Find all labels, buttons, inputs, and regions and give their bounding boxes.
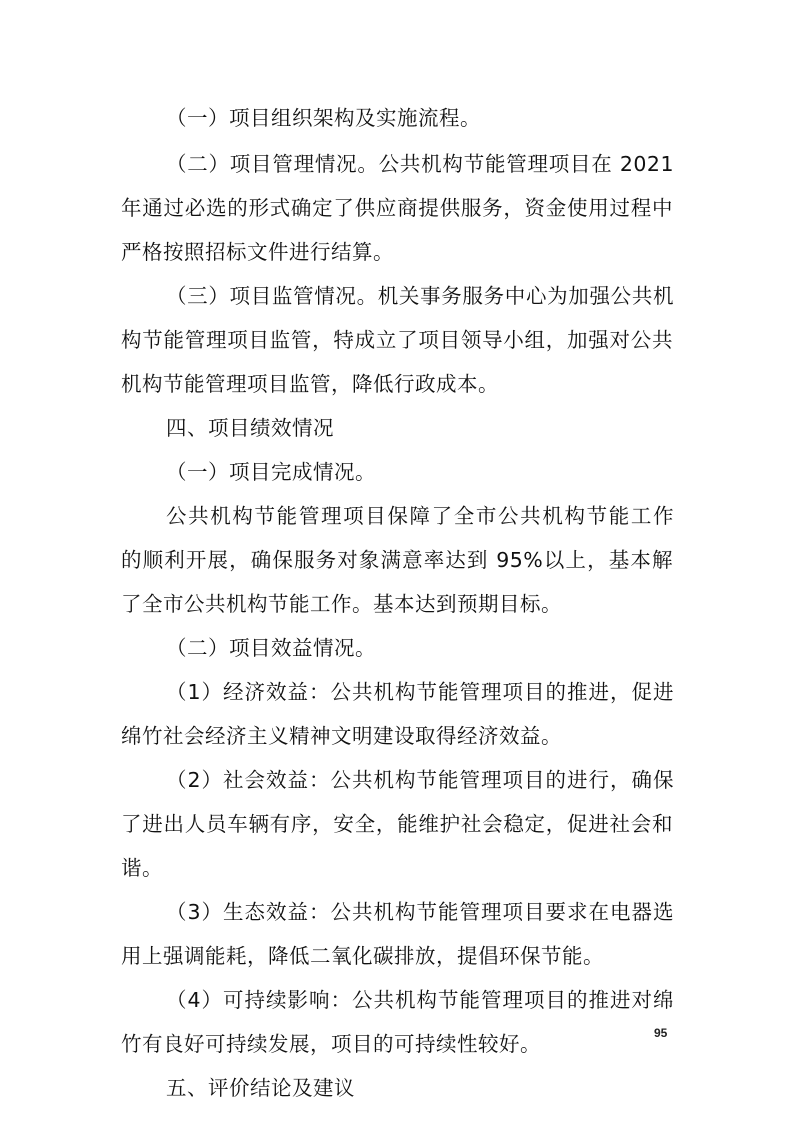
paragraph-line: 机构节能管理项目监管，降低行政成本。 (121, 372, 499, 396)
paragraph-line: 严格按照招标文件进行结算。 (121, 240, 394, 264)
paragraph-line: 构节能管理项目监管，特成立了项目领导小组，加强对公共 (121, 328, 673, 352)
paragraph-line: 绵竹社会经济主义精神文明建设取得经济效益。 (121, 724, 562, 748)
paragraph-line: （三）项目监管情况。机关事务服务中心为加强公共机 (166, 284, 674, 308)
section-heading: 五、评价结论及建议 (166, 1076, 355, 1100)
page-number: 95 (654, 1026, 668, 1040)
paragraph-line: 用上强调能耗，降低二氧化碳排放，提倡环保节能。 (121, 944, 604, 968)
paragraph-line: （4）可持续影响：公共机构节能管理项目的推进对绵 (166, 988, 674, 1012)
paragraph-line: 了全市公共机构节能工作。基本达到预期目标。 (121, 592, 562, 616)
paragraph-line: （一）项目组织架构及实施流程。 (166, 106, 481, 130)
paragraph-line: 了进出人员车辆有序，安全，能维护社会稳定，促进社会和 (121, 812, 673, 836)
paragraph-line: 谐。 (121, 856, 163, 880)
paragraph-line: 竹有良好可持续发展，项目的可持续性较好。 (121, 1032, 541, 1056)
paragraph-line: （2）社会效益：公共机构节能管理项目的进行，确保 (166, 768, 674, 792)
paragraph-line: （1）经济效益：公共机构节能管理项目的推进，促进 (166, 680, 674, 704)
paragraph-line: 公共机构节能管理项目保障了全市公共机构节能工作 (166, 504, 674, 528)
paragraph-line: 年通过必选的形式确定了供应商提供服务，资金使用过程中 (121, 196, 673, 220)
paragraph-line: （3）生态效益：公共机构节能管理项目要求在电器选 (166, 900, 674, 924)
paragraph-line: 的顺利开展，确保服务对象满意率达到 95%以上，基本解 (121, 548, 673, 572)
section-heading: 四、项目绩效情况 (166, 416, 334, 440)
subsection-heading: （一）项目完成情况。 (166, 460, 376, 484)
subsection-heading: （二）项目效益情况。 (166, 636, 376, 660)
paragraph-line: （二）项目管理情况。公共机构节能管理项目在 2021 (166, 152, 674, 176)
